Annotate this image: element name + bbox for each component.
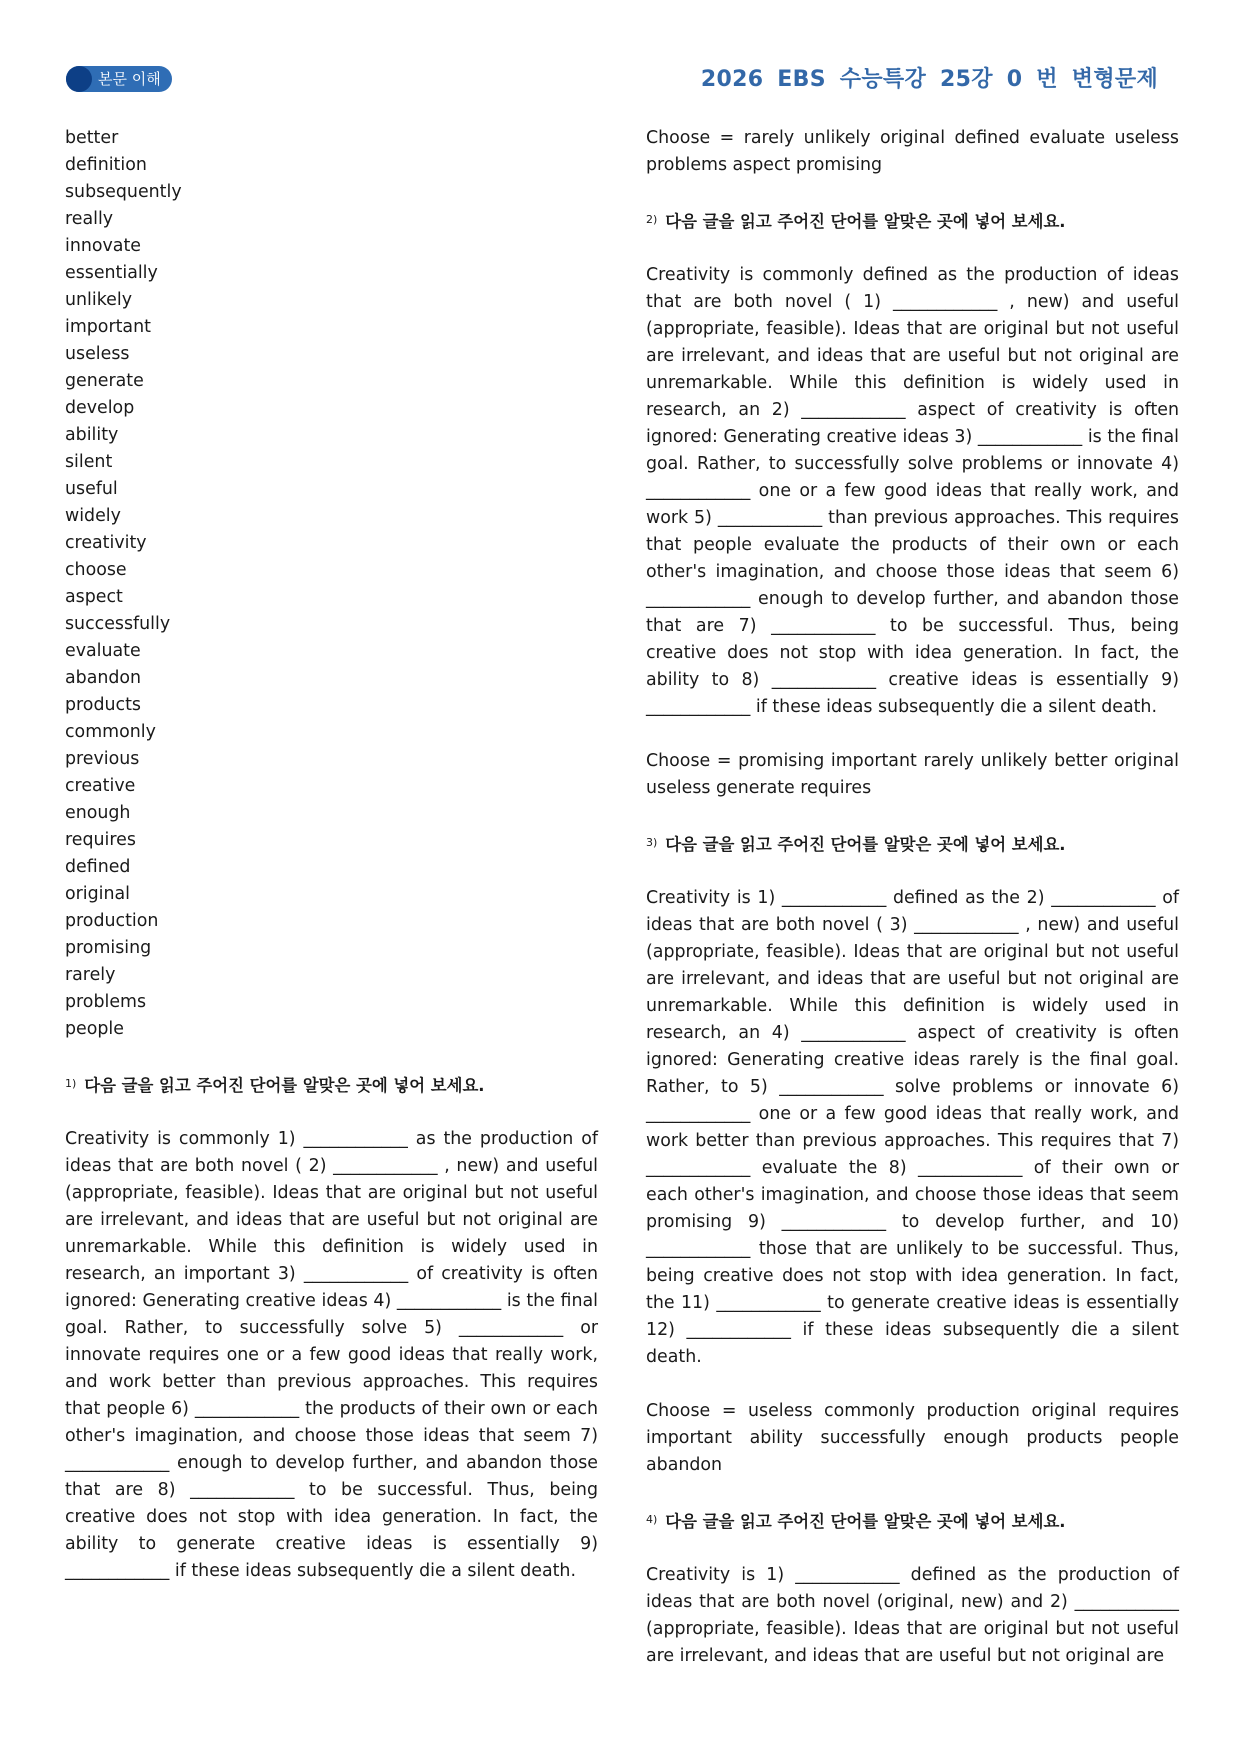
question-instruction: 다음 글을 읽고 주어진 단어를 알맞은 곳에 넣어 보세요. [665, 1512, 1066, 1531]
word-list-item: useless [65, 344, 130, 364]
word-list-item: really [65, 209, 114, 229]
question-3 [646, 829, 1179, 1479]
question-heading [646, 206, 1179, 235]
question-4 [646, 1506, 1179, 1670]
choose-word-bank: Choose = useless commonly production original requires important ability successfully enough products people abandon [646, 1401, 1179, 1475]
word-list-item: widely [65, 506, 121, 526]
badge-label: 본문 이해 [98, 70, 161, 88]
question-heading [646, 1506, 1179, 1535]
word-list-item: silent [65, 452, 113, 472]
word-list-item: evaluate [65, 641, 141, 661]
question-number: 4) [646, 1513, 658, 1526]
left-column [65, 125, 598, 1585]
word-list-item: commonly [65, 722, 156, 742]
word-list-item: definition [65, 155, 147, 175]
question-2 [646, 206, 1179, 802]
question-instruction: 다음 글을 읽고 주어진 단어를 알맞은 곳에 넣어 보세요. [665, 212, 1066, 231]
question-number: 2) [646, 213, 658, 226]
word-list-item: requires [65, 830, 136, 850]
question-number: 1) [65, 1077, 77, 1090]
word-list-item: generate [65, 371, 144, 391]
choose-word-bank: Choose = rarely unlikely original defined evaluate useless problems aspect promising [646, 128, 1179, 175]
word-list-item: creativity [65, 533, 147, 553]
question-passage: Creativity is commonly defined as the production of ideas that are both novel ( 1) ____________ , new) and useful (appropriate, feasible). Ideas that are original but not useful are irrelevant, and ideas that are useful but not original are unremarkable. While this definition is widely used in research, an 2) ____________ aspect of creativity is often ignored: Generating creative ideas 3) ____________ is the final goal. Rather, to successfully solve problems or innovate 4) ____________ one or a few good ideas that really work, and work 5) ____________ than previous approaches. This requires that people evaluate the products of their own or each other's imagination, and choose those ideas that seem 6) ____________ enough to develop further, and abandon those that are 7) ____________ to be successful. Thus, being creative does not stop with idea generation. In fact, the ability to 8) ____________ creative ideas is essentially 9) ____________ if these ideas subsequently die a silent death. [646, 265, 1179, 717]
page-header [0, 0, 1240, 110]
word-list-item: previous [65, 749, 140, 769]
right-column [646, 125, 1179, 1670]
page-title: 2026 EBS 수능특강 25강 0 번 변형문제 [700, 67, 1158, 92]
word-list-item: ability [65, 425, 119, 445]
question-passage: Creativity is commonly 1) ____________ as the production of ideas that are both novel ( 2) ____________ , new) and useful (appropriate, feasible). Ideas that are original but not useful are irrelevant, and ideas that are useful but not original are unremarkable. While this definition is widely used in research, an important 3) ____________ of creativity is often ignored: Generating creative ideas 4) ____________ is the final goal. Rather, to successfully solve 5) ____________ or innovate requires one or a few good ideas that really work, and work better than previous approaches. This requires that people 6) ____________ the products of their own or each other's imagination, and choose those ideas that seem 7) ____________ enough to develop further, and abandon those that are 8) ____________ to be successful. Thus, being creative does not stop with idea generation. In fact, the ability to generate creative ideas is essentially 9) ____________ if these ideas subsequently die a silent death. [65, 1129, 598, 1581]
word-list [65, 125, 598, 1043]
question-heading [65, 1070, 598, 1099]
section-badge [66, 66, 172, 92]
word-list-item: enough [65, 803, 131, 823]
question-passage: Creativity is 1) ____________ defined as the production of ideas that are both novel (original, new) and 2) ____________ (appropriate, feasible). Ideas that are original but not useful are irrelevant, and ideas that are useful but not original are [646, 1565, 1179, 1666]
word-list-item: problems [65, 992, 147, 1012]
question-instruction: 다음 글을 읽고 주어진 단어를 알맞은 곳에 넣어 보세요. [84, 1076, 485, 1095]
word-list-item: rarely [65, 965, 116, 985]
word-list-item: production [65, 911, 159, 931]
word-list-item: original [65, 884, 131, 904]
word-list-item: innovate [65, 236, 141, 256]
word-list-item: essentially [65, 263, 158, 283]
word-list-item: develop [65, 398, 135, 418]
word-list-item: choose [65, 560, 127, 580]
word-list-item: subsequently [65, 182, 182, 202]
choose-word-bank: Choose = promising important rarely unlikely better original useless generate requires [646, 751, 1179, 798]
word-list-item: better [65, 128, 119, 148]
question-instruction: 다음 글을 읽고 주어진 단어를 알맞은 곳에 넣어 보세요. [665, 835, 1066, 854]
word-list-item: important [65, 317, 151, 337]
question-passage: Creativity is 1) ____________ defined as the 2) ____________ of ideas that are both novel ( 3) ____________ , new) and useful (appropriate, feasible). Ideas that are original but not useful are irrelevant, and ideas that are useful but not original are unremarkable. While this definition is widely used in research, an 4) ____________ aspect of creativity is often ignored: Generating creative ideas rarely is the final goal. Rather, to 5) ____________ solve problems or innovate 6) ____________ one or a few good ideas that really work, and work better than previous approaches. This requires that 7) ____________ evaluate the 8) ____________ of their own or each other's imagination, and choose those ideas that seem promising 9) ____________ to develop further, and 10) ____________ those that are unlikely to be successful. Thus, being creative does not stop with idea generation. In fact, the 11) ____________ to generate creative ideas is essentially 12) ____________ if these ideas subsequently die a silent death. [646, 888, 1179, 1367]
question-heading [646, 829, 1179, 858]
word-list-item: successfully [65, 614, 171, 634]
question-number: 3) [646, 836, 658, 849]
word-list-item: people [65, 1019, 124, 1039]
word-list-item: products [65, 695, 141, 715]
word-list-item: useful [65, 479, 118, 499]
word-list-item: unlikely [65, 290, 132, 310]
badge-circle-icon [66, 66, 92, 92]
word-list-item: creative [65, 776, 136, 796]
word-list-item: promising [65, 938, 152, 958]
word-list-item: abandon [65, 668, 142, 688]
word-list-item: defined [65, 857, 131, 877]
question-1 [65, 1070, 598, 1585]
word-list-item: aspect [65, 587, 123, 607]
